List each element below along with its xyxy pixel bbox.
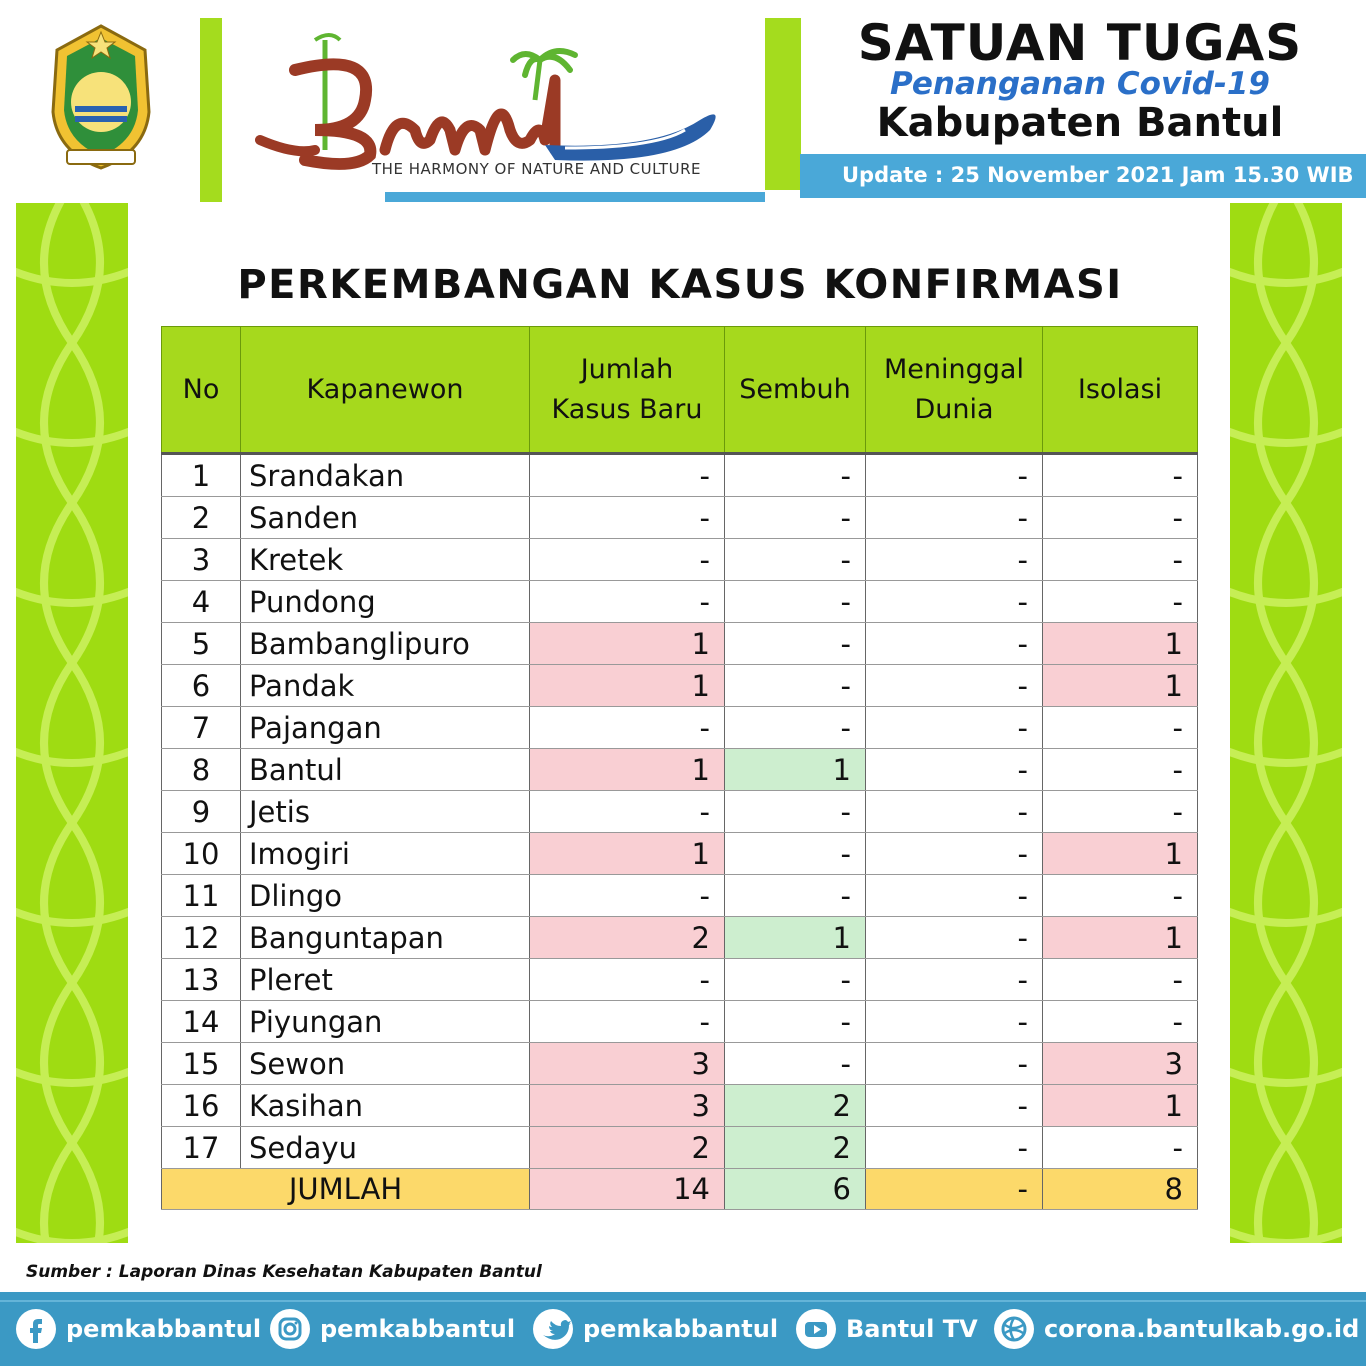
instagram-handle: pemkabbantul xyxy=(320,1315,516,1343)
row-sembuh: - xyxy=(725,454,866,497)
row-meninggal: - xyxy=(866,581,1043,623)
row-isolasi: - xyxy=(1043,454,1198,497)
table-body xyxy=(162,454,1198,1210)
taskforce-subtitle: Penanganan Covid-19 xyxy=(889,66,1270,102)
row-meninggal: - xyxy=(866,665,1043,707)
row-kapanewon: Sedayu xyxy=(241,1127,530,1169)
row-meninggal: - xyxy=(866,1085,1043,1127)
row-sembuh: 1 xyxy=(725,749,866,791)
row-isolasi: - xyxy=(1043,1127,1198,1169)
header-kasus-line1: Jumlah xyxy=(580,353,674,385)
row-kasus-baru: - xyxy=(530,497,725,539)
row-isolasi: - xyxy=(1043,791,1198,833)
table-row xyxy=(162,1085,1198,1127)
row-meninggal: - xyxy=(866,707,1043,749)
header-sembuh: Sembuh xyxy=(725,327,866,454)
row-meninggal: - xyxy=(866,749,1043,791)
header-isolasi: Isolasi xyxy=(1043,327,1198,454)
footer-facebook-link[interactable] xyxy=(16,1306,261,1352)
row-meninggal: - xyxy=(866,917,1043,959)
regency-seal-icon xyxy=(45,22,157,172)
table-row xyxy=(162,1043,1198,1085)
row-meninggal: - xyxy=(866,791,1043,833)
total-meninggal: - xyxy=(866,1169,1043,1210)
taskforce-region: Kabupaten Bantul xyxy=(876,100,1284,146)
batik-pattern-icon xyxy=(16,203,128,1243)
table-row xyxy=(162,497,1198,539)
header-meninggal-line2: Dunia xyxy=(914,393,994,425)
header-divider-right xyxy=(765,18,801,190)
row-isolasi: - xyxy=(1043,959,1198,1001)
cases-table xyxy=(161,326,1198,1210)
row-kapanewon: Sewon xyxy=(241,1043,530,1085)
header-no: No xyxy=(162,327,241,454)
row-no: 12 xyxy=(162,917,241,959)
row-kapanewon: Sanden xyxy=(241,497,530,539)
page-title: PERKEMBANGAN KASUS KONFIRMASI xyxy=(237,262,1123,308)
website-url: corona.bantulkab.go.id xyxy=(1044,1315,1360,1343)
update-timestamp: Update : 25 November 2021 Jam 15.30 WIB xyxy=(842,163,1354,187)
row-isolasi: 1 xyxy=(1043,623,1198,665)
total-isolasi: 8 xyxy=(1043,1169,1198,1210)
row-meninggal: - xyxy=(866,875,1043,917)
row-kapanewon: Bambanglipuro xyxy=(241,623,530,665)
row-meninggal: - xyxy=(866,833,1043,875)
row-no: 6 xyxy=(162,665,241,707)
row-isolasi: 1 xyxy=(1043,917,1198,959)
header-meninggal xyxy=(866,327,1043,454)
row-no: 14 xyxy=(162,1001,241,1043)
taskforce-title: SATUAN TUGAS xyxy=(857,14,1303,72)
row-no: 13 xyxy=(162,959,241,1001)
row-kapanewon: Srandakan xyxy=(241,454,530,497)
footer-youtube-link[interactable] xyxy=(796,1306,978,1352)
table-row xyxy=(162,749,1198,791)
table-row xyxy=(162,581,1198,623)
twitter-icon xyxy=(533,1309,573,1349)
row-meninggal: - xyxy=(866,454,1043,497)
row-no: 11 xyxy=(162,875,241,917)
header-kasus-baru xyxy=(530,327,725,454)
table-row xyxy=(162,539,1198,581)
row-isolasi: - xyxy=(1043,497,1198,539)
row-isolasi: - xyxy=(1043,1001,1198,1043)
row-meninggal: - xyxy=(866,539,1043,581)
table-row xyxy=(162,665,1198,707)
row-no: 1 xyxy=(162,454,241,497)
row-sembuh: - xyxy=(725,665,866,707)
row-sembuh: - xyxy=(725,791,866,833)
row-kasus-baru: - xyxy=(530,791,725,833)
globe-icon xyxy=(994,1309,1034,1349)
header-kapanewon: Kapanewon xyxy=(241,327,530,454)
logo-tagline: THE HARMONY OF NATURE AND CULTURE xyxy=(372,160,701,178)
row-sembuh: - xyxy=(725,959,866,1001)
row-no: 8 xyxy=(162,749,241,791)
row-kasus-baru: 3 xyxy=(530,1043,725,1085)
row-sembuh: - xyxy=(725,1001,866,1043)
row-kasus-baru: 1 xyxy=(530,665,725,707)
table-row xyxy=(162,623,1198,665)
row-isolasi: 3 xyxy=(1043,1043,1198,1085)
row-no: 4 xyxy=(162,581,241,623)
row-kapanewon: Pleret xyxy=(241,959,530,1001)
header-divider-left xyxy=(200,18,222,202)
row-isolasi: - xyxy=(1043,539,1198,581)
table-row xyxy=(162,1127,1198,1169)
table-row xyxy=(162,1001,1198,1043)
row-kasus-baru: - xyxy=(530,875,725,917)
row-meninggal: - xyxy=(866,1127,1043,1169)
row-sembuh: 2 xyxy=(725,1127,866,1169)
side-panel-left xyxy=(16,203,128,1243)
row-kapanewon: Piyungan xyxy=(241,1001,530,1043)
row-kasus-baru: - xyxy=(530,1001,725,1043)
youtube-channel: Bantul TV xyxy=(846,1315,978,1343)
row-kasus-baru: - xyxy=(530,707,725,749)
row-isolasi: - xyxy=(1043,581,1198,623)
side-panel-right xyxy=(1230,203,1342,1243)
row-no: 2 xyxy=(162,497,241,539)
table-row xyxy=(162,917,1198,959)
header-blue-strip-left xyxy=(385,192,765,202)
row-sembuh: 1 xyxy=(725,917,866,959)
row-kasus-baru: 1 xyxy=(530,749,725,791)
footer-instagram-link[interactable] xyxy=(270,1306,515,1352)
row-isolasi: - xyxy=(1043,749,1198,791)
row-kasus-baru: 1 xyxy=(530,623,725,665)
row-meninggal: - xyxy=(866,623,1043,665)
row-no: 15 xyxy=(162,1043,241,1085)
row-kasus-baru: 2 xyxy=(530,917,725,959)
row-no: 17 xyxy=(162,1127,241,1169)
row-kasus-baru: 1 xyxy=(530,833,725,875)
row-no: 7 xyxy=(162,707,241,749)
row-kapanewon: Imogiri xyxy=(241,833,530,875)
row-isolasi: 1 xyxy=(1043,665,1198,707)
row-kapanewon: Pajangan xyxy=(241,707,530,749)
row-no: 9 xyxy=(162,791,241,833)
youtube-icon xyxy=(796,1309,836,1349)
table-row xyxy=(162,454,1198,497)
row-kapanewon: Pundong xyxy=(241,581,530,623)
header-kasus-line2: Kasus Baru xyxy=(551,393,703,425)
row-no: 3 xyxy=(162,539,241,581)
row-no: 10 xyxy=(162,833,241,875)
row-meninggal: - xyxy=(866,959,1043,1001)
table-row xyxy=(162,707,1198,749)
row-kasus-baru: - xyxy=(530,581,725,623)
total-row xyxy=(162,1169,1198,1210)
source-note: Sumber : Laporan Dinas Kesehatan Kabupaten Bantul xyxy=(26,1262,542,1282)
row-meninggal: - xyxy=(866,497,1043,539)
table-row xyxy=(162,791,1198,833)
row-isolasi: - xyxy=(1043,875,1198,917)
row-kasus-baru: - xyxy=(530,454,725,497)
row-meninggal: - xyxy=(866,1001,1043,1043)
table-row xyxy=(162,959,1198,1001)
row-kapanewon: Bantul xyxy=(241,749,530,791)
total-label: JUMLAH xyxy=(162,1169,530,1210)
row-isolasi: 1 xyxy=(1043,1085,1198,1127)
row-kapanewon: Dlingo xyxy=(241,875,530,917)
row-sembuh: - xyxy=(725,581,866,623)
footer-divider xyxy=(0,1300,1366,1302)
row-kasus-baru: 2 xyxy=(530,1127,725,1169)
row-meninggal: - xyxy=(866,1043,1043,1085)
row-kasus-baru: - xyxy=(530,959,725,1001)
row-kapanewon: Pandak xyxy=(241,665,530,707)
row-sembuh: - xyxy=(725,623,866,665)
row-isolasi: 1 xyxy=(1043,833,1198,875)
facebook-handle: pemkabbantul xyxy=(66,1315,262,1343)
facebook-icon xyxy=(16,1309,56,1349)
row-sembuh: - xyxy=(725,539,866,581)
row-sembuh: - xyxy=(725,497,866,539)
row-kapanewon: Kretek xyxy=(241,539,530,581)
batik-pattern-icon xyxy=(1230,203,1342,1243)
row-sembuh: - xyxy=(725,833,866,875)
table-row xyxy=(162,833,1198,875)
row-sembuh: - xyxy=(725,707,866,749)
row-kapanewon: Banguntapan xyxy=(241,917,530,959)
total-kasus-baru: 14 xyxy=(530,1169,725,1210)
table-header-row xyxy=(162,327,1198,454)
row-isolasi: - xyxy=(1043,707,1198,749)
row-no: 5 xyxy=(162,623,241,665)
total-sembuh: 6 xyxy=(725,1169,866,1210)
footer-website-link[interactable] xyxy=(994,1306,1359,1352)
row-kapanewon: Kasihan xyxy=(241,1085,530,1127)
table-row xyxy=(162,875,1198,917)
row-kapanewon: Jetis xyxy=(241,791,530,833)
twitter-handle: pemkabbantul xyxy=(583,1315,779,1343)
row-kasus-baru: 3 xyxy=(530,1085,725,1127)
row-kasus-baru: - xyxy=(530,539,725,581)
row-sembuh: 2 xyxy=(725,1085,866,1127)
row-no: 16 xyxy=(162,1085,241,1127)
footer-twitter-link[interactable] xyxy=(533,1306,778,1352)
row-sembuh: - xyxy=(725,1043,866,1085)
instagram-icon xyxy=(270,1309,310,1349)
row-sembuh: - xyxy=(725,875,866,917)
header-meninggal-line1: Meninggal xyxy=(884,353,1024,385)
